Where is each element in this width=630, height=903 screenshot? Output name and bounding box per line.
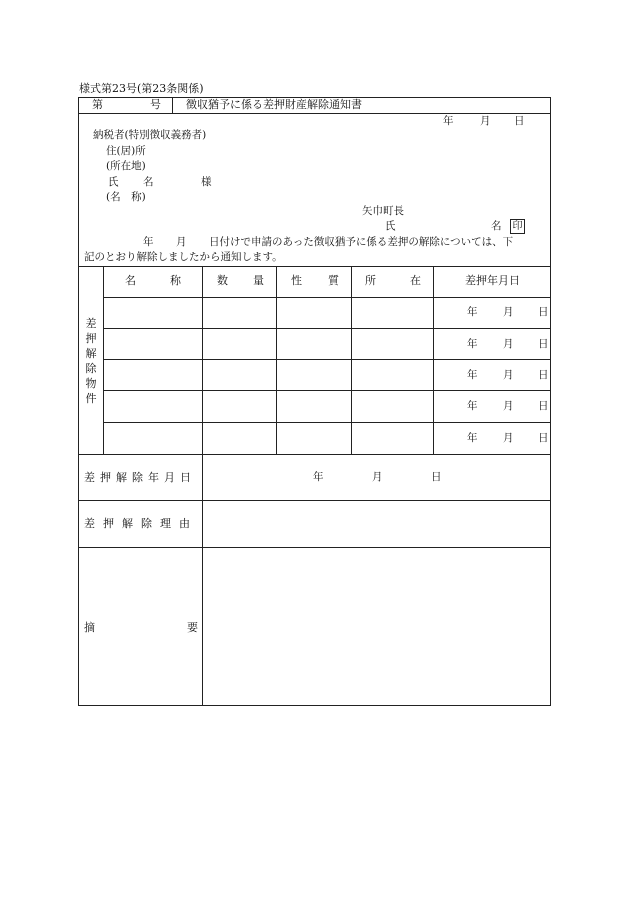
date-year: 年 <box>443 115 454 127</box>
frame-bottom <box>78 705 551 706</box>
row-line-4 <box>103 390 551 391</box>
release-date-month: 月 <box>372 471 383 483</box>
row4-month: 月 <box>503 400 514 412</box>
notice-bottom <box>78 266 551 267</box>
summary-label-left: 摘 <box>84 621 95 634</box>
release-reason-label: 差押解除理由 <box>84 517 198 530</box>
issuer-name-shi: 氏 <box>385 220 396 232</box>
col-name-header-right: 称 <box>170 274 181 287</box>
col-qty-header-left: 数 <box>217 274 228 287</box>
row3-year: 年 <box>467 369 478 381</box>
issuer-name-mei: 名 <box>491 220 502 232</box>
col-divider-1 <box>202 266 203 454</box>
release-date-year: 年 <box>313 471 324 483</box>
issuer-title: 矢巾町長 <box>362 205 404 217</box>
row2-day: 日 <box>538 338 549 350</box>
title-row-divider <box>172 97 173 113</box>
frame-right <box>550 97 551 706</box>
col-divider-3 <box>351 266 352 454</box>
number-label-dai: 第 <box>92 98 103 111</box>
title-row-bottom <box>78 113 551 114</box>
release-date-bottom <box>78 500 551 501</box>
row2-month: 月 <box>503 338 514 350</box>
row1-month: 月 <box>503 306 514 318</box>
col-nature-header-left: 性 <box>291 274 302 287</box>
corp-name-label: (名 称) <box>106 191 146 203</box>
row4-day: 日 <box>538 400 549 412</box>
summary-label-right: 要 <box>187 621 198 634</box>
release-date-day: 日 <box>431 471 442 483</box>
row5-month: 月 <box>503 432 514 444</box>
col-qty-header-right: 量 <box>253 274 264 287</box>
col-name-header-left: 名 <box>125 274 136 287</box>
date-day: 日 <box>514 115 525 127</box>
row-line-3 <box>103 359 551 360</box>
addressee-sama: 様 <box>201 176 212 188</box>
addressee-name-shi: 氏 <box>108 176 119 188</box>
row5-year: 年 <box>467 432 478 444</box>
frame-left <box>78 97 79 706</box>
col-location-header-right: 在 <box>410 274 421 287</box>
release-reason-bottom <box>78 547 551 548</box>
address-label: 住(居)所 <box>106 145 146 157</box>
seal-mark: 印 <box>510 219 525 234</box>
body-year: 年 <box>143 236 154 248</box>
row1-year: 年 <box>467 306 478 318</box>
document-title: 徴収猶予に係る差押財産解除通知書 <box>186 98 362 111</box>
col-location-header-left: 所 <box>365 274 376 287</box>
addressee-name-mei: 名 <box>143 176 154 188</box>
property-bottom <box>78 454 551 455</box>
row4-year: 年 <box>467 400 478 412</box>
row5-day: 日 <box>538 432 549 444</box>
row1-day: 日 <box>538 306 549 318</box>
taxpayer-label: 納税者(特別徴収義務者) <box>93 129 207 141</box>
row-line-2 <box>103 328 551 329</box>
row-line-1 <box>103 297 551 298</box>
property-side-divider <box>103 266 104 454</box>
col-divider-4 <box>433 266 434 454</box>
row3-day: 日 <box>538 369 549 381</box>
body-month: 月 <box>176 236 187 248</box>
lower-label-divider <box>202 454 203 706</box>
col-divider-2 <box>276 266 277 454</box>
row3-month: 月 <box>503 369 514 381</box>
col-date-header: 差押年月日 <box>465 274 520 287</box>
date-month: 月 <box>480 115 491 127</box>
form-number: 様式第23号(第23条関係) <box>79 82 204 95</box>
body-line1-rest: 日付けで申請のあった徴収猶予に係る差押の解除については、下 <box>209 236 514 248</box>
location-label: (所在地) <box>106 160 146 172</box>
release-date-label: 差押解除年月日 <box>84 471 196 484</box>
row2-year: 年 <box>467 338 478 350</box>
body-line2: 記のとおり解除しましたから通知します。 <box>84 251 283 263</box>
property-side-label: 差押解除物件 <box>85 317 97 405</box>
col-nature-header-right: 質 <box>328 274 339 287</box>
row-line-5 <box>103 422 551 423</box>
number-label-go: 号 <box>150 98 161 111</box>
